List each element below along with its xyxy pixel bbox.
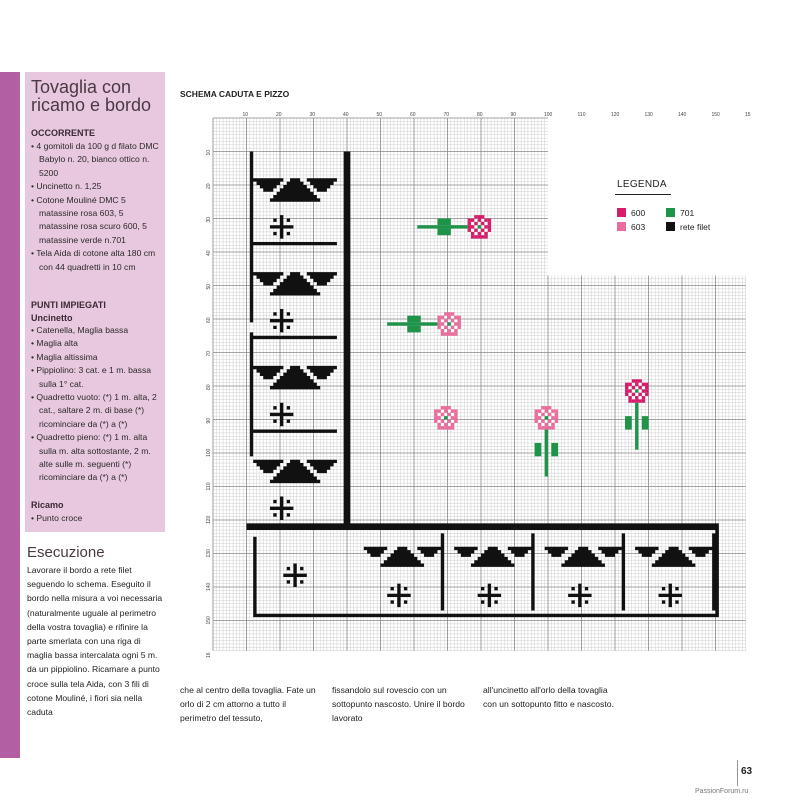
esecuzione-col-2: che al centro della tovaglia. Fate un orlo di 2 cm attorno a tutto il perimetro del tessuto, <box>180 685 316 724</box>
esecuzione-col-4: all'uncinetto all'orlo della tovaglia con un sottopunto fitto e nascosto. <box>483 685 614 710</box>
left-tick-label: 40 <box>206 250 212 256</box>
top-tick-label: 150 <box>711 112 720 118</box>
list-item: • Quadretto pieno: (*) 1 m. alta sulla m. alta sottostante, 2 m. alte sulle m. seguenti (*) ricominciare da (*) a (*) <box>31 431 163 485</box>
list-item: • Pippiolino: 3 cat. e 1 m. bassa sulla 1° cat. <box>31 364 163 391</box>
swatch-600-label: 600 <box>631 208 646 218</box>
left-tick-label: 30 <box>206 216 212 223</box>
list-item: • 4 gomitoli da 100 g d filato DMC Babylo n. 20, bianco ottico n. 5200 <box>31 140 163 180</box>
left-tick-label: 150 <box>206 616 212 625</box>
top-tick-label: 20 <box>276 112 282 118</box>
list-item: • Tela Aida di cotone alta 180 cm con 44 quadretti in 10 cm <box>31 247 163 274</box>
list-item: • Uncinetto n. 1,25 <box>31 180 163 193</box>
swatch-filet-label: rete filet <box>680 222 711 232</box>
esecuzione-col-3: fissandolo sul rovescio con un sottopunto nascosto. Unire il bordo lavorato <box>332 685 465 724</box>
punti-heading: PUNTI IMPIEGATI <box>31 300 106 310</box>
left-tick-label: 110 <box>206 482 212 491</box>
top-tick-label: 10 <box>242 112 249 118</box>
list-item: • Punto croce <box>31 512 163 525</box>
top-tick-label: 30 <box>309 112 316 118</box>
top-tick-label: 80 <box>477 112 483 118</box>
list-item: • Maglia alta <box>31 337 163 350</box>
top-tick-label: 90 <box>510 112 517 118</box>
left-tick-label: 120 <box>206 515 212 524</box>
left-tick-label: 90 <box>206 417 212 424</box>
page-number-rule <box>737 760 738 786</box>
list-item: • Cotone Mouliné DMC 5 matassine rosa 603, 5 matassine rosa scuro 600, 5 matassine verde n.701 <box>31 194 163 248</box>
esecuzione-title: Esecuzione <box>27 544 105 561</box>
legenda-underline <box>615 194 671 195</box>
left-tick-label: 60 <box>206 317 212 323</box>
swatch-603-label: 603 <box>631 222 646 232</box>
top-tick-label: 50 <box>376 112 383 118</box>
top-tick-label: 15 <box>745 112 751 118</box>
top-tick-label: 40 <box>343 112 349 118</box>
left-tick-label: 10 <box>206 149 212 156</box>
left-tick-label: 50 <box>206 283 212 290</box>
swatch-701-label: 701 <box>680 208 695 218</box>
uncinetto-heading: Uncinetto <box>31 313 73 323</box>
occorrente-heading: OCCORRENTE <box>31 128 96 138</box>
top-tick-label: 130 <box>644 112 653 118</box>
swatch-600 <box>617 208 626 217</box>
top-tick-label: 110 <box>577 112 586 118</box>
left-tick-label: 100 <box>206 448 212 457</box>
list-item: • Catenella, Maglia bassa <box>31 324 163 337</box>
left-tick-label: 70 <box>206 350 212 357</box>
list-item: • Maglia altissima <box>31 351 163 364</box>
flower-603-no-stem <box>434 406 457 429</box>
page-number: 63 <box>741 766 753 777</box>
left-tick-label: 130 <box>206 549 212 558</box>
top-tick-label: 140 <box>678 112 687 118</box>
left-tick-label: 16 <box>206 652 212 658</box>
schema-title: SCHEMA CADUTA E PIZZO <box>180 89 290 99</box>
list-item: • Quadretto vuoto: (*) 1 m. alta, 2 cat., saltare 2 m. di base (*) ricominciare da (*) a (*) <box>31 391 163 431</box>
top-tick-label: 60 <box>410 112 416 118</box>
left-tick-label: 80 <box>206 384 212 390</box>
left-tick-label: 140 <box>206 582 212 591</box>
swatch-701 <box>666 208 675 217</box>
top-tick-label: 100 <box>544 112 553 118</box>
swatch-filet <box>666 222 675 231</box>
legenda-title: LEGENDA <box>617 179 667 190</box>
top-tick-label: 120 <box>611 112 620 118</box>
ricamo-heading: Ricamo <box>31 500 64 510</box>
top-tick-label: 70 <box>443 112 450 118</box>
swatch-603 <box>617 222 626 231</box>
esecuzione-col-1: Lavorare il bordo a rete filet seguendo lo schema. Eseguito il bordo nella misura a voi necessaria (naturalmente uguale al perimetro della vostra tovaglia) e rifinire la parte smerlata con una riga di maglia bassa intercalata ogni 5 m. da un pippiolino. Ricamare a punto croce sulla tela Aida, con 3 fili di cotone Mouliné, i fiori sia nella caduta <box>27 565 163 718</box>
watermark: PassionForum.ru <box>695 788 749 795</box>
project-title: Tovaglia con ricamo e bordo <box>31 77 152 115</box>
left-tick-label: 20 <box>206 183 212 189</box>
